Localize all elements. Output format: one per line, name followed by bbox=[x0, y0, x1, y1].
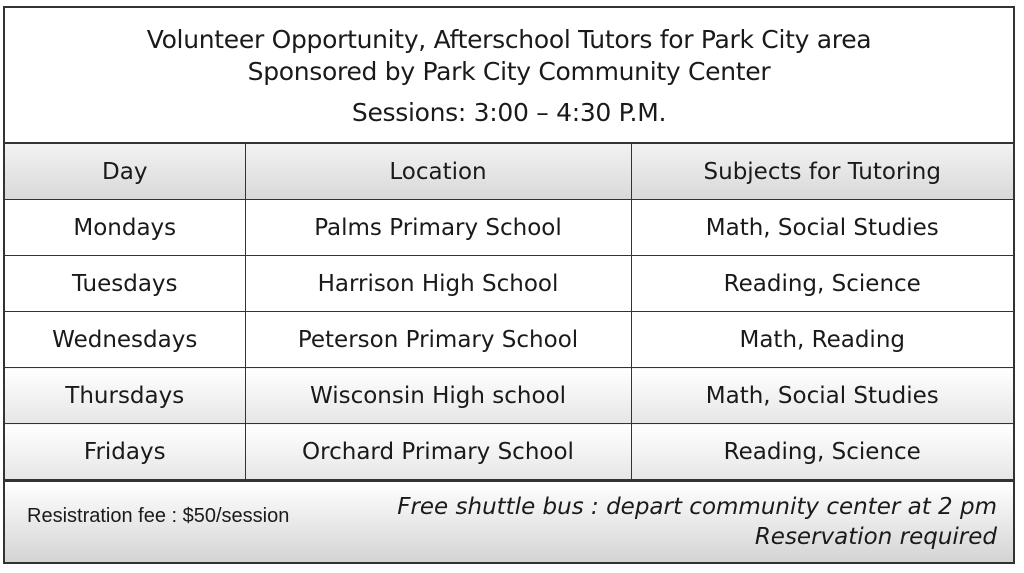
table-row bbox=[5, 200, 1013, 256]
subjects-cell: Reading, Science bbox=[631, 424, 1013, 480]
day-cell: Mondays bbox=[5, 200, 245, 256]
column-header-day: Day bbox=[5, 144, 245, 200]
flyer-header bbox=[5, 8, 1013, 144]
location-cell: Palms Primary School bbox=[245, 200, 631, 256]
column-header-location: Location bbox=[245, 144, 631, 200]
table-header-row bbox=[5, 144, 1013, 200]
sessions-line: Sessions: 3:00 – 4:30 P.M. bbox=[351, 98, 667, 127]
schedule-table bbox=[5, 144, 1013, 480]
location-cell: Peterson Primary School bbox=[245, 312, 631, 368]
table-row bbox=[5, 256, 1013, 312]
day-cell: Tuesdays bbox=[5, 256, 245, 312]
day-cell: Wednesdays bbox=[5, 312, 245, 368]
column-header-subjects: Subjects for Tutoring bbox=[631, 144, 1013, 200]
subjects-cell: Reading, Science bbox=[631, 256, 1013, 312]
location-cell: Orchard Primary School bbox=[245, 424, 631, 480]
registration-fee: Resistration fee : $50/session bbox=[27, 505, 290, 527]
location-cell: Harrison High School bbox=[245, 256, 631, 312]
sponsor-line: Sponsored by Park City Community Center bbox=[247, 57, 771, 86]
flyer-title: Volunteer Opportunity, Afterschool Tutors for Park City area bbox=[146, 25, 872, 54]
reservation-text: Reservation required bbox=[754, 524, 997, 550]
subjects-cell: Math, Social Studies bbox=[631, 368, 1013, 424]
table-row bbox=[5, 312, 1013, 368]
subjects-cell: Math, Reading bbox=[631, 312, 1013, 368]
subjects-cell: Math, Social Studies bbox=[631, 200, 1013, 256]
day-cell: Fridays bbox=[5, 424, 245, 480]
table-row bbox=[5, 424, 1013, 480]
flyer bbox=[3, 6, 1015, 564]
flyer-footer bbox=[5, 480, 1013, 562]
location-cell: Wisconsin High school bbox=[245, 368, 631, 424]
shuttle-bus-text: Free shuttle bus : depart community center at 2 pm bbox=[397, 494, 997, 520]
table-row bbox=[5, 368, 1013, 424]
day-cell: Thursdays bbox=[5, 368, 245, 424]
shuttle-note bbox=[397, 492, 997, 552]
